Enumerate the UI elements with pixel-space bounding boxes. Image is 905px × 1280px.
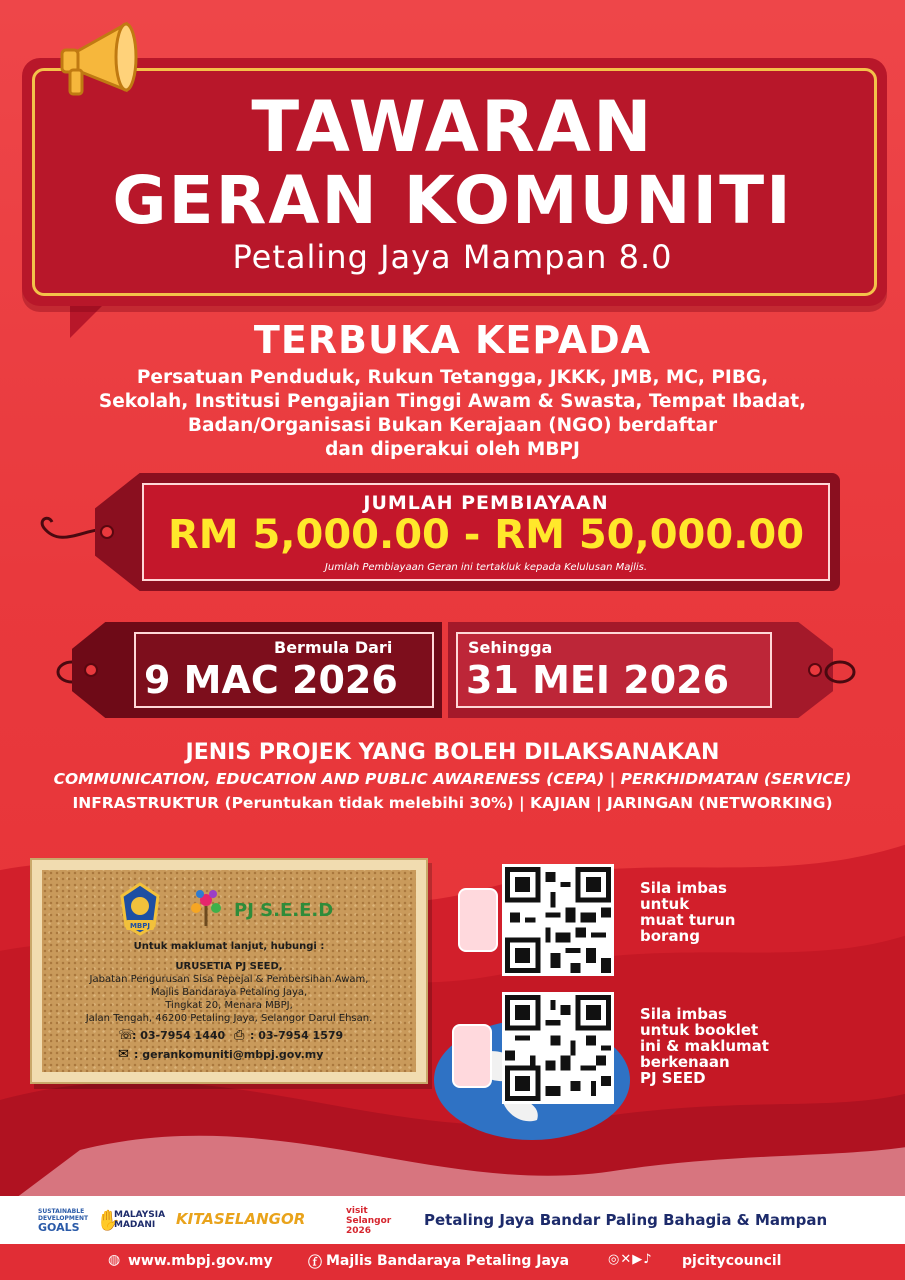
contact-fax: : 03-7954 1579 xyxy=(250,1029,344,1042)
open-to-list xyxy=(60,366,845,462)
facebook-link[interactable]: Majlis Bandaraya Petaling Jaya xyxy=(326,1253,570,1269)
contact-address-line: Majlis Bandaraya Petaling Jaya, xyxy=(150,987,308,998)
title-line-1: TAWARAN xyxy=(251,86,654,168)
start-date-label: Bermula Dari xyxy=(274,638,393,657)
madani-hand-icon: ✋ xyxy=(96,1208,121,1232)
open-to-line: Persatuan Penduduk, Rukun Tetangga, JKKK, JMB, MC, PIBG, xyxy=(136,367,769,388)
open-to-heading: TERBUKA KEPADA xyxy=(253,318,652,362)
contact-email[interactable]: : gerankomuniti@mbpj.gov.my xyxy=(134,1048,324,1061)
tag-hole xyxy=(100,525,114,539)
start-date-value: 9 MAC 2026 xyxy=(144,658,398,702)
sdg-text: DEVELOPMENT xyxy=(38,1215,89,1222)
qr-caption-line: untuk booklet xyxy=(640,1021,759,1039)
qr-caption-line: muat turun xyxy=(640,911,736,929)
contact-address-line: Jabatan Pengurusan Sisa Pepejal & Pembersihan Awam, xyxy=(89,974,369,985)
globe-web-icon: ◍ xyxy=(108,1252,121,1268)
funding-heading: JUMLAH PEMBIAYAAN xyxy=(363,492,609,514)
footer-contact-bar xyxy=(0,1244,905,1280)
email-icon: ✉ xyxy=(118,1047,129,1062)
facebook-icon: ⓕ xyxy=(308,1255,322,1271)
social-icons: ◎✕▶♪ xyxy=(608,1252,653,1267)
form-qr-code[interactable] xyxy=(502,864,614,976)
kita-selangor-logo: KITASELANGOR xyxy=(176,1210,306,1228)
booklet-qr-caption xyxy=(640,1006,769,1086)
footer-tagline: Petaling Jaya Bandar Paling Bahagia & Mampan xyxy=(424,1211,828,1229)
sdg-text: SUSTAINABLE xyxy=(38,1208,85,1215)
qr-caption-line: PJ SEED xyxy=(640,1069,706,1087)
tag-hole xyxy=(84,663,98,677)
open-to-line: dan diperakui oleh MBPJ xyxy=(325,439,580,460)
form-qr-caption xyxy=(640,880,735,944)
social-handle[interactable]: pjcitycouncil xyxy=(682,1253,782,1269)
qr-caption-line: untuk xyxy=(640,895,690,913)
projects-line-2: INFRASTRUKTUR (Peruntukan tidak melebihi 30%) | KAJIAN | JARINGAN (NETWORKING) xyxy=(72,794,833,812)
fax-icon: ⎙ xyxy=(234,1028,245,1043)
svg-text:MBPJ: MBPJ xyxy=(129,922,151,930)
contact-address-line: Jalan Tengah, 46200 Petaling Jaya, Selangor Darul Ehsan. xyxy=(85,1013,373,1024)
open-to-line: Badan/Organisasi Bukan Kerajaan (NGO) berdaftar xyxy=(187,415,718,436)
website-link[interactable]: www.mbpj.gov.my xyxy=(128,1253,273,1269)
qr-caption-line: ini & maklumat xyxy=(640,1037,769,1055)
subtitle: Petaling Jaya Mampan 8.0 xyxy=(232,238,673,276)
end-date-label: Sehingga xyxy=(468,638,553,657)
madani-logo: MALAYSIA MADANI xyxy=(114,1210,166,1230)
sdg-logo xyxy=(38,1208,88,1234)
visit-selangor-logo: visit Selangor 2026 xyxy=(346,1206,392,1236)
sdg-text: GOALS xyxy=(38,1221,80,1234)
phone-scan-icon xyxy=(452,1024,492,1088)
contact-phone: : 03-7954 1440 xyxy=(132,1029,226,1042)
phone-scan-icon xyxy=(458,888,498,952)
footer-logos-bar xyxy=(0,1196,905,1244)
qr-caption-line: Sila imbas xyxy=(640,879,727,897)
qr-caption-line: borang xyxy=(640,927,700,945)
projects-heading: JENIS PROJEK YANG BOLEH DILAKSANAKAN xyxy=(185,740,720,765)
open-to-line: Sekolah, Institusi Pengajian Tinggi Awam & Swasta, Tempat Ibadat, xyxy=(98,391,807,412)
qr-caption-line: Sila imbas xyxy=(640,1005,727,1023)
mbpj-logo xyxy=(118,880,162,936)
end-date-value: 31 MEI 2026 xyxy=(466,658,730,702)
title-line-2: GERAN KOMUNITI xyxy=(112,162,793,239)
booklet-qr-code[interactable] xyxy=(502,992,614,1104)
qr-caption-line: berkenaan xyxy=(640,1053,730,1071)
phone-icon: ☏ xyxy=(118,1028,135,1043)
pj-seed-logo xyxy=(186,886,346,930)
contact-address-line: Tingkat 20, Menara MBPJ, xyxy=(165,1000,293,1011)
funding-note: Jumlah Pembiayaan Geran ini tertakluk kepada Kelulusan Majlis. xyxy=(324,562,648,573)
projects-line-1: COMMUNICATION, EDUCATION AND PUBLIC AWARENESS (CEPA) | PERKHIDMATAN (SERVICE) xyxy=(53,770,852,788)
svg-text:PJ S.E.E.D: PJ S.E.E.D xyxy=(234,900,334,921)
contact-intro: Untuk maklumat lanjut, hubungi : xyxy=(133,941,325,952)
tag-string-icon xyxy=(812,650,860,694)
funding-range: RM 5,000.00 - RM 50,000.00 xyxy=(167,512,805,558)
contact-org: URUSETIA PJ SEED, xyxy=(175,961,283,972)
